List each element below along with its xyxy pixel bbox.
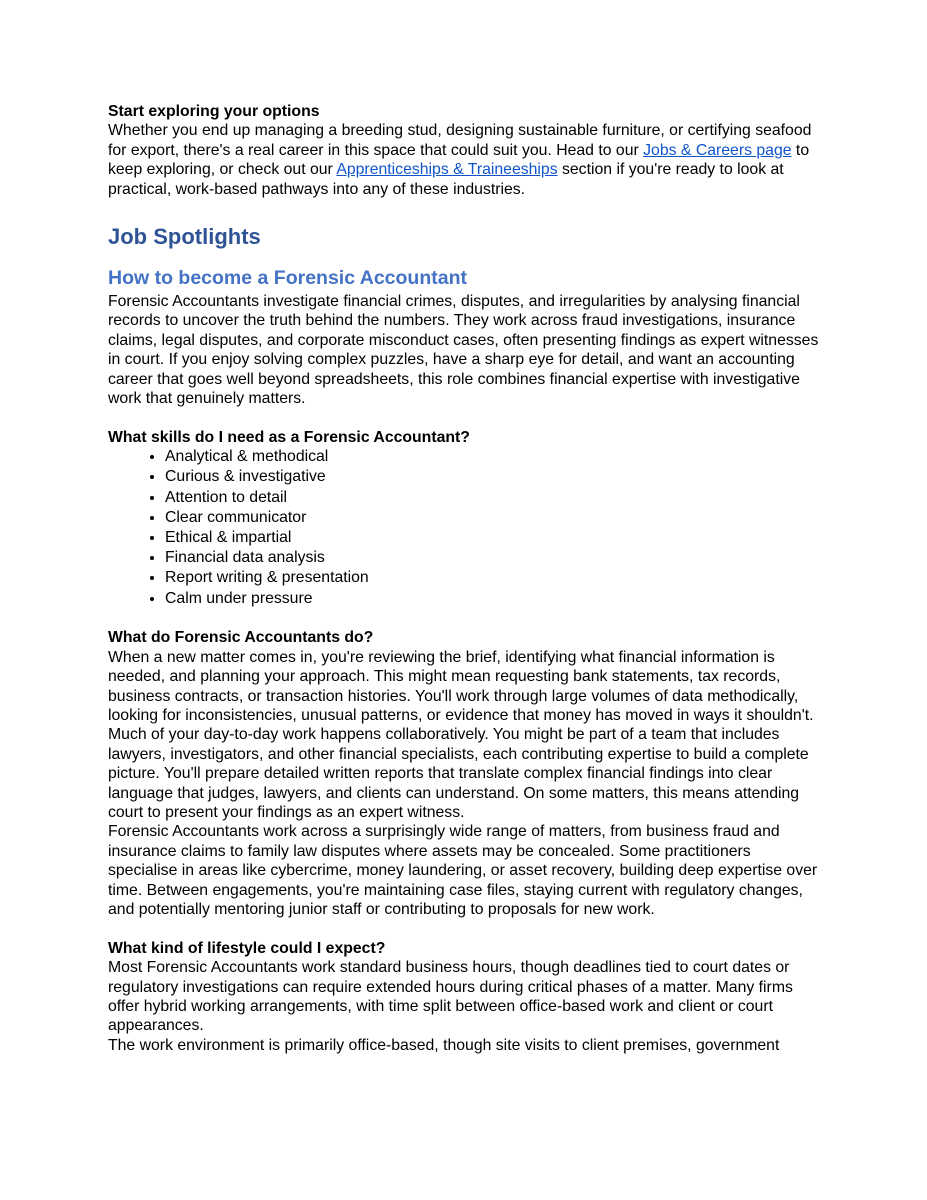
spotlight-title: How to become a Forensic Accountant bbox=[108, 267, 467, 290]
lifestyle-paragraph: The work environment is primarily office-based, though site visits to client premises, government bbox=[108, 1036, 780, 1054]
duties-paragraph: When a new matter comes in, you're reviewing the brief, identifying what financial information is needed, and planning your approach. This might mean requesting bank statements, tax records, business contracts, or transaction histories. You'll work through large volumes of data methodically, looking for inconsistencies, unusual patterns, or evidence that money has moved in ways it shouldn't. bbox=[108, 648, 814, 724]
lifestyle-heading: What kind of lifestyle could I expect? bbox=[108, 939, 386, 957]
skills-heading: What skills do I need as a Forensic Accountant? bbox=[108, 428, 470, 446]
spotlight-intro-paragraph: Forensic Accountants investigate financial crimes, disputes, and irregularities by analysing financial records to uncover the truth behind the numbers. They work across fraud investigations, insurance claims, legal disputes, and corporate misconduct cases, often presenting findings as expert witnesses in court. If you enjoy solving complex puzzles, have a sharp eye for detail, and want an accounting career that goes well beyond spreadsheets, this role combines financial expertise with investigative work that genuinely matters. bbox=[108, 293, 819, 408]
intro-text-1: Whether you end up managing a breeding stud, designing sustainable furniture, or certifying seafood for export, there's a real career in this space that could suit you. Head to our bbox=[108, 122, 812, 159]
jobs-careers-link[interactable]: Jobs & Careers page bbox=[643, 141, 792, 159]
skill-item: • Calm under pressure bbox=[165, 589, 819, 609]
skill-item: • Ethical & impartial bbox=[165, 528, 819, 548]
duties-paragraph: Much of your day-to-day work happens collaboratively. You might be part of a team that includes lawyers, investigators, and other financial specialists, each contributing expertise to build a complete picture. You'll prepare detailed written reports that translate complex financial findings into clear language that judges, lawyers, and clients can understand. On some matters, this means attending court to present your findings as an expert witness. bbox=[108, 726, 809, 821]
skill-item: • Attention to detail bbox=[165, 488, 819, 508]
intro-text-2: to keep exploring, or check out our bbox=[108, 141, 810, 179]
skill-item: • Analytical & methodical bbox=[165, 447, 819, 467]
skill-item: • Report writing & presentation bbox=[165, 568, 819, 588]
skill-item: • Curious & investigative bbox=[165, 467, 819, 487]
intro-heading: Start exploring your options bbox=[108, 103, 320, 120]
duties-heading: What do Forensic Accountants do? bbox=[108, 629, 374, 647]
job-spotlights-title: Job Spotlights bbox=[108, 224, 261, 250]
skill-item: • Clear communicator bbox=[165, 508, 819, 528]
intro-text-3: section if you're ready to look at practical, work-based pathways into any of these industries. bbox=[108, 161, 784, 198]
lifestyle-paragraph: Most Forensic Accountants work standard business hours, though deadlines tied to court dates or regulatory investigations can require extended hours during critical phases of a matter. Many firms offer hybrid working arrangements, with time split between office-based work and client or court appearances. bbox=[108, 959, 793, 1035]
duties-paragraph: Forensic Accountants work across a surprisingly wide range of matters, from business fraud and insurance claims to family law disputes where assets may be concealed. Some practitioners specialise in areas like cybercrime, money laundering, or asset recovery, building deep expertise over time. Between engagements, you're maintaining case files, staying current with regulatory changes, and potentially mentoring junior staff or contributing to proposals for new work. bbox=[108, 823, 818, 918]
apprenticeships-traineeships-link[interactable]: Apprenticeships & Traineeships bbox=[336, 161, 558, 179]
skill-item: • Financial data analysis bbox=[165, 548, 819, 568]
skills-list bbox=[108, 447, 819, 609]
intro-paragraph bbox=[108, 121, 819, 199]
